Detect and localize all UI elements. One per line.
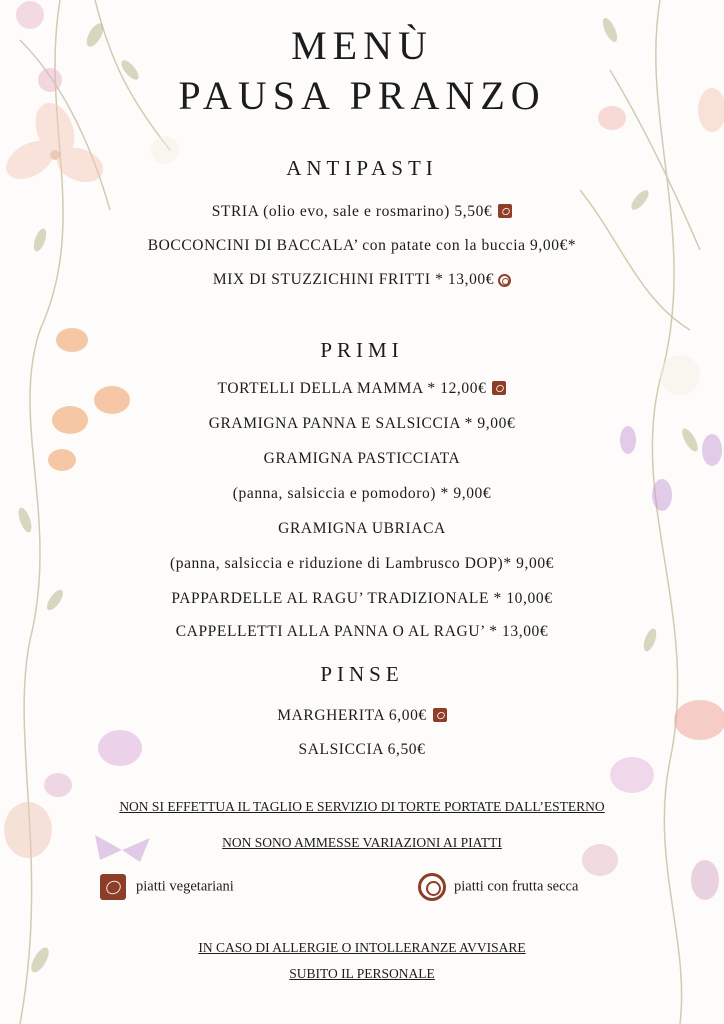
notice-allergies-line2: SUBITO IL PERSONALE [289,966,435,981]
section-primi-title: PRIMI [320,338,404,362]
notice-variations: NON SONO AMMESSE VARIAZIONI AI PIATTI [222,835,502,850]
menu-item: TORTELLI DELLA MAMMA * 12,00€ [0,380,724,398]
section-pinse-title: PINSE [320,662,404,686]
menu-item-detail: (panna, salsiccia e riduzione di Lambrusco DOP)* 9,00€ [169,555,555,572]
legend-vegetarian: piatti vegetariani [100,874,234,900]
menu-item: BOCCONCINI DI BACCALA’ con patate con la buccia 9,00€* [147,237,577,254]
menu-item: GRAMIGNA UBRIACA [278,520,446,537]
menu-item: STRIA (olio evo, sale e rosmarino) 5,50€ [0,203,724,221]
menu-item: SALSICCIA 6,50€ [298,741,426,758]
menu-subtitle: PAUSA PRANZO [178,73,546,118]
nuts-icon [498,274,511,287]
nuts-icon [418,873,446,901]
menu-title: MENÙ [291,23,433,68]
menu-item: MIX DI STUZZICHINI FRITTI * 13,00€ [0,271,724,289]
notice-allergies-line1: IN CASO DI ALLERGIE O INTOLLERANZE AVVISARE [198,940,526,955]
vegetarian-icon [498,204,512,218]
legend-nuts: piatti con frutta secca [418,873,578,901]
menu-item: PAPPARDELLE AL RAGU’ TRADIZIONALE * 10,00€ [171,590,553,607]
menu-item: MARGHERITA 6,00€ [0,707,724,725]
menu-item: GRAMIGNA PASTICCIATA [263,450,461,467]
notice-cakes: NON SI EFFETTUA IL TAGLIO E SERVIZIO DI TORTE PORTATE DALL’ESTERNO [119,799,605,814]
menu-item-detail: (panna, salsiccia e pomodoro) * 9,00€ [232,485,492,502]
vegetarian-icon [433,708,447,722]
vegetarian-icon [100,874,126,900]
vegetarian-icon [492,381,506,395]
menu-item: GRAMIGNA PANNA E SALSICCIA * 9,00€ [208,415,516,432]
menu-item: CAPPELLETTI ALLA PANNA O AL RAGU’ * 13,00€ [175,623,549,640]
section-antipasti-title: ANTIPASTI [286,156,438,180]
